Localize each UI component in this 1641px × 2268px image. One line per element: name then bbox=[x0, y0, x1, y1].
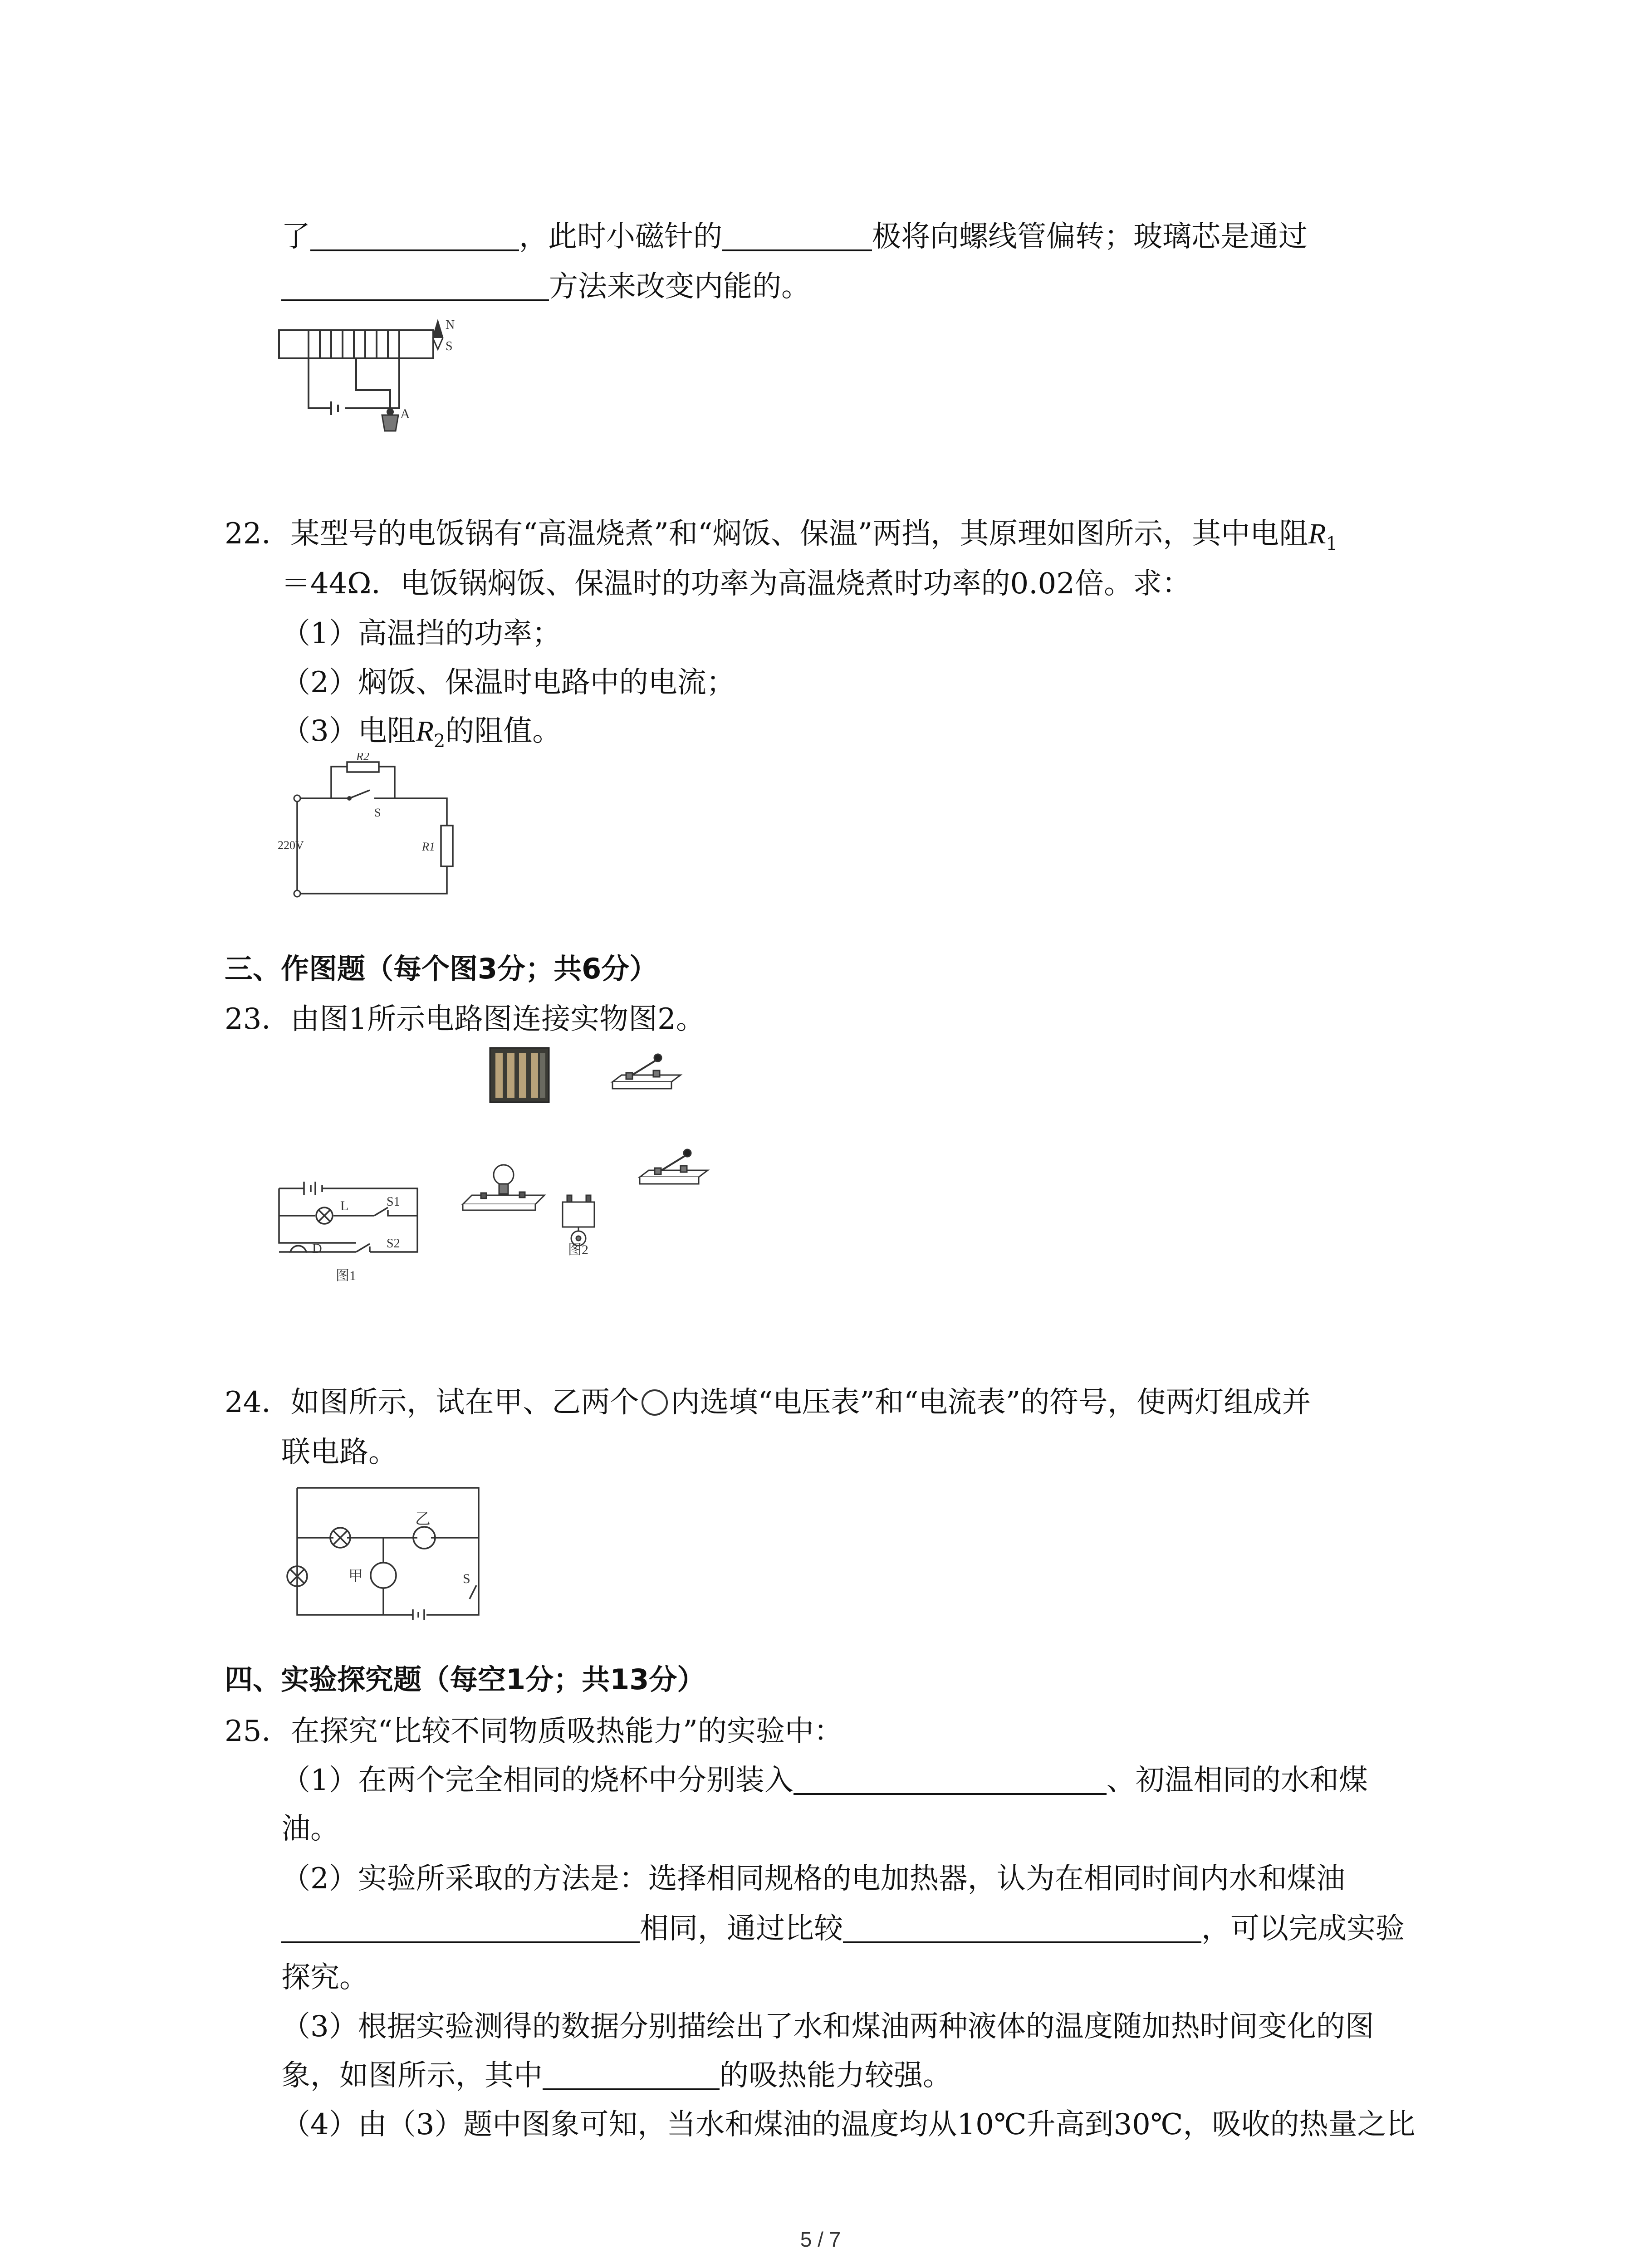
q21-text: 了 bbox=[281, 220, 310, 254]
q24-line2: 联电路。 bbox=[281, 1436, 397, 1469]
r1-symbol: R bbox=[1308, 518, 1326, 550]
q21-line2 bbox=[281, 272, 810, 301]
label-s1: S1 bbox=[387, 1195, 400, 1209]
physical-parts-fig2 bbox=[445, 1039, 735, 1256]
q22-item2 bbox=[281, 668, 735, 697]
r2-symbol: R bbox=[416, 715, 434, 747]
label-s: S bbox=[463, 1571, 470, 1586]
answer-blank[interactable] bbox=[310, 224, 519, 251]
q25-p1 bbox=[281, 1766, 1368, 1795]
answer-blank[interactable] bbox=[794, 1768, 1107, 1795]
q22-line1 bbox=[225, 519, 1337, 553]
r1-subscript: 1 bbox=[1326, 533, 1337, 554]
bulb-icon bbox=[463, 1165, 544, 1210]
q22-item1 bbox=[281, 619, 561, 648]
rice-cooker-circuit bbox=[272, 753, 463, 898]
label-yi: 乙 bbox=[415, 1510, 431, 1528]
label-r1: R1 bbox=[422, 840, 435, 853]
label-fig2: 图2 bbox=[568, 1242, 588, 1256]
label-a: A bbox=[400, 406, 410, 421]
q22-item3 bbox=[281, 714, 562, 752]
label-s2: S2 bbox=[387, 1237, 400, 1251]
switch-icon bbox=[612, 1054, 681, 1089]
q25-text: 的吸热能力较强。 bbox=[720, 2059, 952, 2092]
q25-text: 相同，通过比较 bbox=[640, 1912, 843, 1945]
q24-text: 内选填“电压表”和“电流表”的符号，使两灯组成并 bbox=[671, 1386, 1311, 1419]
label-d: D bbox=[312, 1241, 322, 1256]
section-title: 三、作图题（每个图3分；共6分） bbox=[225, 952, 658, 985]
page-number: 5 / 7 bbox=[800, 2228, 841, 2251]
q25-p2a: （2）实验所采取的方法是：选择相同规格的电加热器，认为在相同时间内水和煤油 bbox=[281, 1862, 1345, 1896]
q22-item1-text: （1）高温挡的功率； bbox=[281, 617, 561, 650]
label-s: S bbox=[374, 806, 381, 819]
q25-text: 、初温相同的水和煤 bbox=[1106, 1764, 1368, 1797]
section-title: 四、实验探究题（每空1分；共13分） bbox=[225, 1663, 705, 1696]
q25-text: 象，如图所示，其中 bbox=[281, 2059, 543, 2092]
q21-text: 方法来改变内能的。 bbox=[549, 270, 810, 303]
label-fig1: 图1 bbox=[336, 1268, 356, 1283]
q25-p2b bbox=[281, 1914, 1405, 1943]
q22-line2 bbox=[281, 567, 1191, 601]
label-l: L bbox=[340, 1198, 349, 1213]
answer-blank[interactable] bbox=[722, 224, 872, 251]
q25-text: （1）在两个完全相同的烧杯中分别装入 bbox=[281, 1764, 794, 1797]
q25-text: ，可以完成实验 bbox=[1201, 1912, 1405, 1945]
q21-text: ，此时小磁针的 bbox=[519, 220, 722, 254]
bell-icon bbox=[563, 1195, 594, 1246]
solenoid-figure bbox=[277, 318, 467, 472]
parallel-circuit-figure bbox=[277, 1479, 485, 1633]
q25-p4: （4）由（3）题中图象可知，当水和煤油的温度均从10℃升高到30℃，吸收的热量之比 bbox=[281, 2108, 1416, 2141]
answer-blank[interactable] bbox=[281, 1916, 640, 1943]
q21-line1 bbox=[281, 220, 1308, 254]
answer-blank[interactable] bbox=[543, 2063, 720, 2090]
label-r2: R2 bbox=[356, 753, 369, 763]
label-n: N bbox=[446, 318, 455, 332]
label-jia: 甲 bbox=[348, 1567, 363, 1584]
label-s: S bbox=[446, 339, 453, 353]
q25-p1c: 油。 bbox=[281, 1812, 339, 1846]
q25-p3a: （3）根据实验测得的数据分别描绘出了水和煤油两种液体的温度随加热时间变化的图 bbox=[281, 2010, 1374, 2043]
circuit-diagram-fig1 bbox=[272, 1175, 426, 1284]
q25-p3b bbox=[281, 2061, 952, 2090]
q25-text: 25．在探究“比较不同物质吸热能力”的实验中： bbox=[225, 1715, 843, 1748]
q23-text: 23．由图1所示电路图连接实物图2。 bbox=[225, 1002, 705, 1036]
q22-item3-text: 的阻值。 bbox=[445, 714, 562, 748]
answer-blank[interactable] bbox=[281, 274, 549, 301]
q22-text: ＝44Ω．电饭锅焖饭、保温时的功率为高温烧煮时功率的0.02倍。求： bbox=[281, 567, 1191, 601]
q25-p2d: 探究。 bbox=[281, 1961, 368, 1994]
q21-text: 极将向螺线管偏转；玻璃芯是通过 bbox=[872, 220, 1308, 254]
q24-text: 24．如图所示，试在甲、乙两个 bbox=[225, 1386, 639, 1419]
answer-blank[interactable] bbox=[843, 1916, 1201, 1943]
q22-item3-text: （3）电阻 bbox=[281, 714, 416, 748]
battery-icon bbox=[490, 1048, 549, 1102]
switch-icon bbox=[640, 1149, 708, 1184]
q24-line1 bbox=[225, 1388, 1311, 1417]
q22-item2-text: （2）焖饭、保温时电路中的电流； bbox=[281, 666, 735, 699]
q22-text: 22．某型号的电饭锅有“高温烧煮”和“焖饭、保温”两挡，其原理如图所示，其中电阻 bbox=[225, 517, 1308, 551]
r2-subscript: 2 bbox=[433, 730, 446, 752]
label-220v: 220V bbox=[278, 839, 304, 852]
meter-circle-icon bbox=[642, 1389, 668, 1416]
